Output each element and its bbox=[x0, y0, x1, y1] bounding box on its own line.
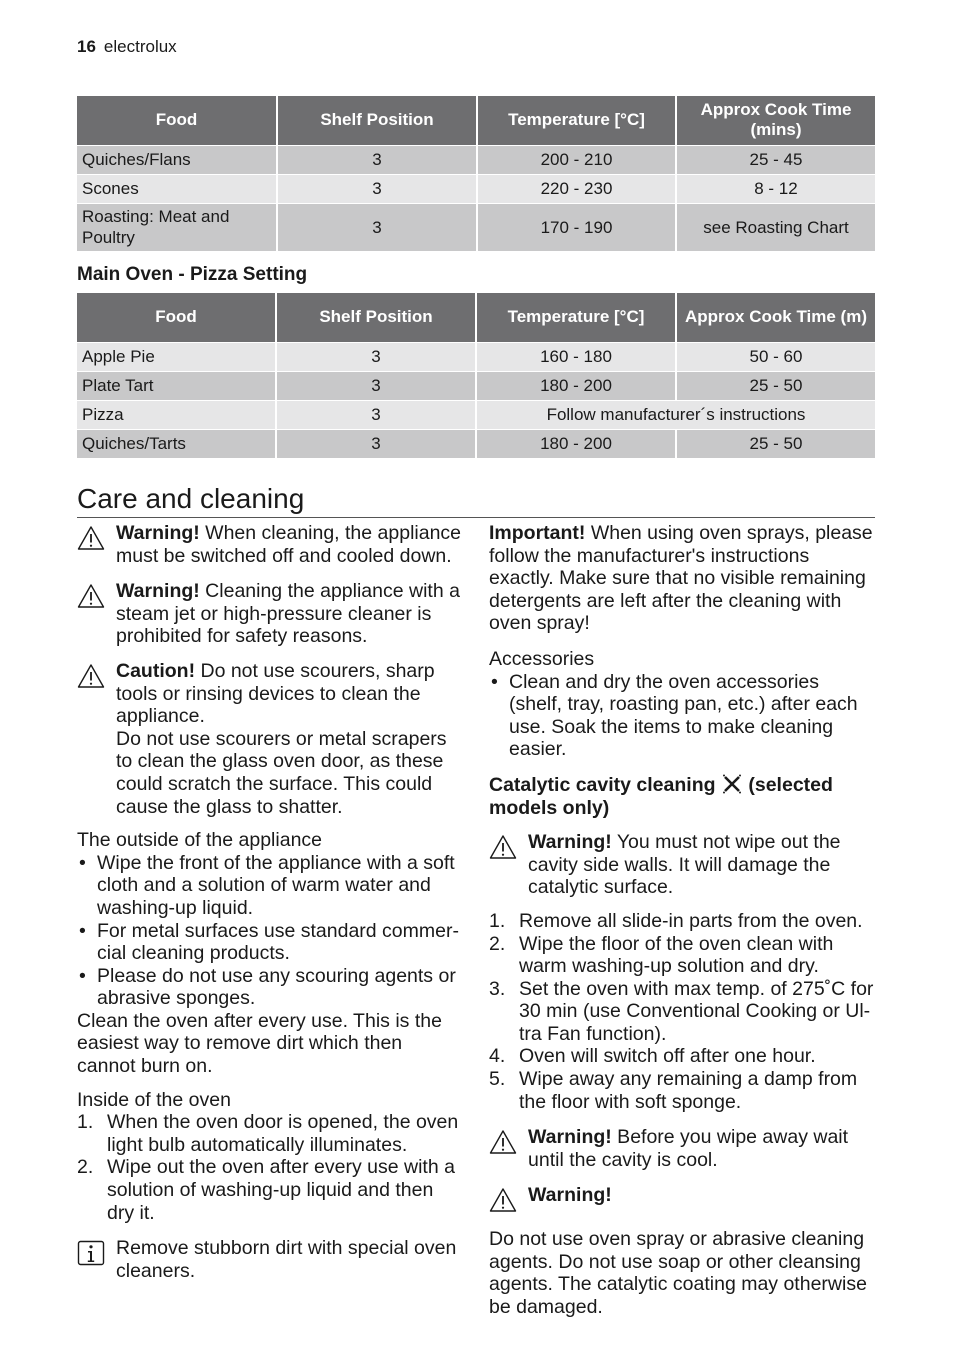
accessories-heading: Accessories bbox=[489, 647, 595, 670]
catalytic-steps bbox=[489, 910, 877, 1113]
table-cell: 3 bbox=[276, 400, 476, 429]
list-item: 2. Wipe out the oven after every use with a solution of washing-up liquid and then dry it. bbox=[77, 1156, 455, 1224]
warning-label: Warning! bbox=[528, 831, 612, 854]
page-number: 16 bbox=[77, 37, 96, 56]
table-cell: 180 - 200 bbox=[476, 371, 676, 400]
warning-icon bbox=[489, 1187, 517, 1213]
brand-name: electrolux bbox=[103, 37, 177, 56]
warning-text: You must not wipe out the cavity side walls. It will damage the catalytic surface. bbox=[528, 831, 841, 899]
list-item: 4. Oven will switch off after one hour. bbox=[489, 1045, 816, 1068]
table-row bbox=[77, 203, 875, 251]
table-row bbox=[77, 145, 875, 174]
outside-list bbox=[77, 852, 465, 1010]
table-cell: 170 - 190 bbox=[477, 203, 676, 251]
list-item: 2. Wipe the floor of the oven clean with warm washing-up solution and dry. bbox=[489, 932, 834, 978]
table-cell: 25 - 50 bbox=[676, 429, 875, 458]
table-row bbox=[77, 429, 875, 458]
table-cell: Quiches/Tarts bbox=[77, 429, 276, 458]
warning-icon bbox=[489, 834, 517, 860]
list-item: 1. Remove all slide-in parts from the oven. bbox=[489, 909, 863, 932]
list-item: • Wipe the front of the appliance with a soft cloth and a solution of warm water and washing-up liquid. bbox=[79, 851, 455, 919]
column-header: Approx Cook Time (m) bbox=[676, 293, 875, 342]
accessories-list bbox=[489, 671, 877, 761]
table-cell: Pizza bbox=[77, 400, 276, 429]
table-cell: 3 bbox=[276, 429, 476, 458]
info-note bbox=[77, 1237, 465, 1282]
caution-note bbox=[77, 660, 465, 818]
warning-text: Cleaning the appliance with a steam jet or high-pressure cleaner is prohibited for safety reasons. bbox=[116, 580, 460, 648]
table-cell: 50 - 60 bbox=[676, 342, 875, 371]
column-header: Temperature [°C] bbox=[476, 293, 676, 342]
list-item: 5. Wipe away any remaining a damp from the floor with soft sponge. bbox=[489, 1068, 858, 1113]
warning-note bbox=[77, 580, 465, 648]
right-column bbox=[489, 522, 877, 1318]
important-note bbox=[489, 522, 877, 635]
caution-text: Do not use scourers, sharp tools or rinsing devices to clean the appliance. bbox=[116, 659, 435, 728]
table-cell: Follow manufacturer´s instructions bbox=[476, 400, 875, 429]
inside-heading: Inside of the oven bbox=[77, 1088, 231, 1111]
page-title: Care and cleaning bbox=[77, 483, 305, 514]
list-item: • Clean and dry the oven accessories (shelf, tray, roasting pan, etc.) after each use. Soak the items to make cleaning easier. bbox=[491, 670, 858, 761]
warning-text: When cleaning, the appliance must be switched off and cooled down. bbox=[116, 522, 462, 567]
section-heading: Main Oven - Pizza Setting bbox=[77, 264, 308, 285]
table-cell: see Roasting Chart bbox=[676, 203, 875, 251]
table-cell: Apple Pie bbox=[77, 342, 276, 371]
column-header: Temperature [°C] bbox=[477, 96, 676, 145]
table-cell: Roasting: Meat and Poultry bbox=[77, 203, 277, 251]
table-row bbox=[77, 174, 875, 203]
table-cell: Plate Tart bbox=[77, 371, 276, 400]
caution-text-2: Do not use scourers or metal scrapers to clean the glass oven door, as these could scratch the surface. This could cause the glass to shatter. bbox=[116, 727, 447, 818]
table-cell: 8 - 12 bbox=[676, 174, 875, 203]
column-header: Approx Cook Time (mins) bbox=[676, 96, 875, 145]
catalytic-cleaning-icon bbox=[721, 774, 743, 794]
list-item: • For metal surfaces use standard commer-cial cleaning products. bbox=[79, 919, 459, 965]
warning-label: Warning! bbox=[528, 1126, 612, 1149]
column-header: Food bbox=[77, 96, 277, 145]
warning-note bbox=[489, 831, 877, 899]
table-cell: 25 - 45 bbox=[676, 145, 875, 174]
table-cell: 180 - 200 bbox=[476, 429, 676, 458]
page-header bbox=[77, 37, 177, 57]
table-header-row bbox=[77, 293, 875, 342]
warning-label: Warning! bbox=[116, 522, 200, 544]
list-item: • Please do not use any scouring agents or abrasive sponges. bbox=[79, 964, 456, 1010]
table-cell: Quiches/Flans bbox=[77, 145, 277, 174]
warning-note bbox=[489, 1184, 877, 1207]
table-header-row bbox=[77, 96, 875, 145]
table-cell: 25 - 50 bbox=[676, 371, 875, 400]
table-row bbox=[77, 371, 875, 400]
list-item: 3. Set the oven with max temp. of 275˚C for 30 min (use Conventional Cooking or Ul-tra Fan function). bbox=[489, 977, 874, 1045]
table-cell: 3 bbox=[276, 371, 476, 400]
important-text: When using oven sprays, please follow the manufacturer's instructions exactly. Make sure that no visible remaining detergents are left after the cleaning with oven spray! bbox=[489, 522, 873, 635]
pizza-table bbox=[77, 293, 875, 458]
divider bbox=[77, 517, 875, 518]
warning-icon bbox=[77, 583, 105, 609]
column-header: Shelf Position bbox=[277, 96, 477, 145]
left-column bbox=[77, 522, 465, 1282]
outside-paragraph: Clean the oven after every use. This is the easiest way to remove dirt which then cannot burn on. bbox=[77, 1009, 442, 1078]
catalytic-heading: Catalytic cavity cleaning (selected models only) bbox=[489, 773, 833, 819]
column-header: Food bbox=[77, 293, 276, 342]
warning-icon bbox=[77, 663, 105, 689]
cooking-table bbox=[77, 96, 875, 251]
outside-heading: The outside of the appliance bbox=[77, 829, 323, 852]
table-cell: 3 bbox=[276, 342, 476, 371]
list-item: 1. When the oven door is opened, the oven light bulb automatically illuminates. bbox=[77, 1111, 459, 1156]
table-cell: 160 - 180 bbox=[476, 342, 676, 371]
info-text: Remove stubborn dirt with special oven cleaners. bbox=[116, 1237, 457, 1282]
warning-note bbox=[489, 1126, 877, 1171]
table-row bbox=[77, 342, 875, 371]
warning-label: Warning! bbox=[528, 1184, 612, 1207]
warning-note bbox=[77, 522, 465, 567]
warning-icon bbox=[77, 525, 105, 551]
table-cell: 3 bbox=[277, 145, 477, 174]
warning-icon bbox=[489, 1129, 517, 1155]
table-cell: Scones bbox=[77, 174, 277, 203]
column-header: Shelf Position bbox=[276, 293, 476, 342]
info-icon bbox=[77, 1240, 105, 1266]
warning-label: Warning! bbox=[116, 580, 200, 603]
important-label: Important! bbox=[489, 522, 586, 544]
table-cell: 3 bbox=[277, 174, 477, 203]
caution-label: Caution! bbox=[116, 659, 196, 682]
table-cell: 200 - 210 bbox=[477, 145, 676, 174]
table-cell: 3 bbox=[277, 203, 477, 251]
inside-steps bbox=[77, 1111, 465, 1224]
warning-text: Before you wipe away wait until the cavity is cool. bbox=[528, 1126, 849, 1171]
table-row bbox=[77, 400, 875, 429]
table-cell: 220 - 230 bbox=[477, 174, 676, 203]
final-paragraph: Do not use oven spray or abrasive cleaning agents. Do not use soap or other cleansing agents. The catalytic coating may otherwise be damaged. bbox=[489, 1228, 867, 1318]
